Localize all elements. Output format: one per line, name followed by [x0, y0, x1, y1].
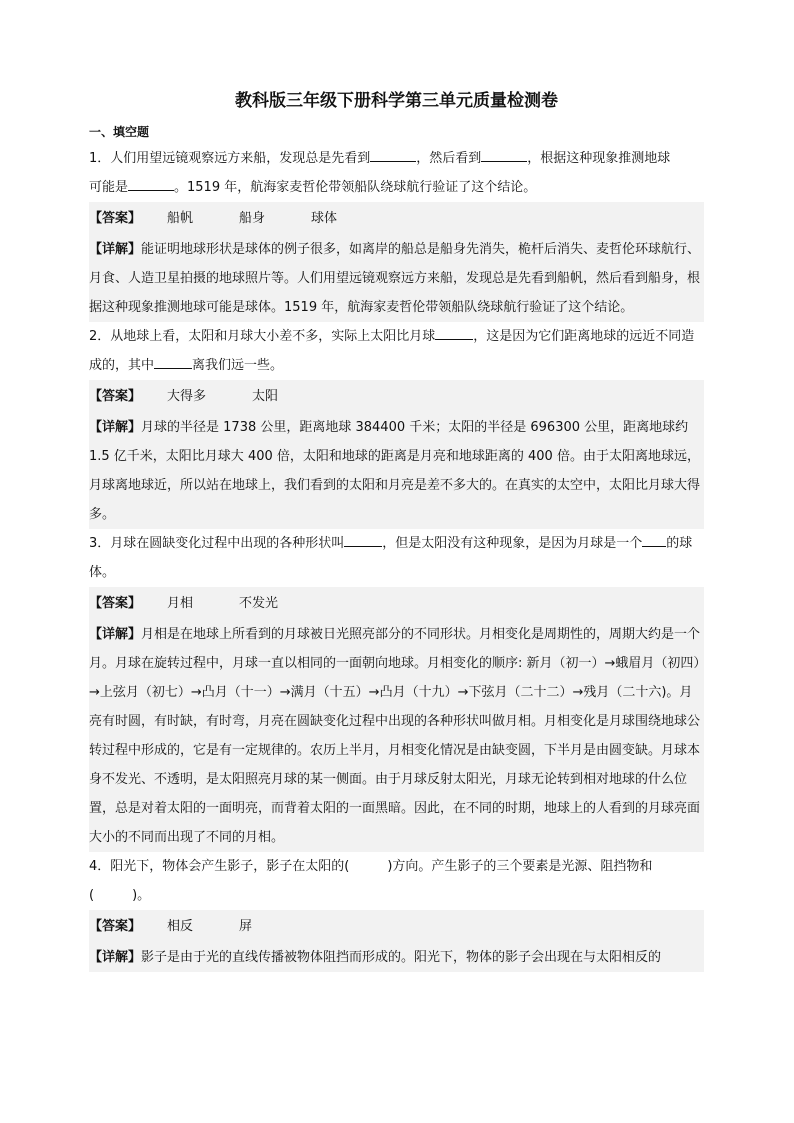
q1-text-1: 1．人们用望远镜观察远方来船，发现总是先看到 — [89, 151, 371, 166]
q2-text-3: 离我们远一些。 — [192, 358, 284, 373]
q4-text-3: ( — [89, 888, 95, 903]
answer-tag: 【答案】 — [89, 919, 142, 934]
q1-text-5: 。1519 年，航海家麦哲伦带领船队绕球航行验证了这个结论。 — [174, 180, 537, 195]
detail-paragraph — [89, 413, 704, 529]
q4-text-2: )方向。产生影子的三个要素是光源、阻挡物和 — [387, 859, 653, 874]
q4-text-1: 4．阳光下，物体会产生影子，影子在太阳的( — [89, 859, 350, 874]
answer-value: 不发光 — [239, 596, 279, 611]
detail-text: 影子是由于光的直线传播被物体阻挡而形成的。阳光下，物体的影子会出现在与太阳相反的 — [141, 950, 662, 965]
q1-answer-block — [89, 202, 704, 322]
q3-answer-block — [89, 587, 704, 852]
answer-blank — [642, 533, 666, 547]
answer-blank — [481, 148, 527, 162]
answer-value: 月相 — [167, 596, 194, 611]
q1-text-4: 可能是 — [89, 180, 129, 195]
answer-value: 太阳 — [252, 389, 279, 404]
q1-text-2: ，然后看到 — [416, 151, 482, 166]
q3-text-3: 的球体。 — [89, 536, 693, 580]
q3-text-1: 3．月球在圆缺变化过程中出现的各种形状叫 — [89, 536, 345, 551]
answer-tag: 【答案】 — [89, 211, 142, 226]
answer-blank — [154, 355, 192, 369]
answer-tag: 【答案】 — [89, 389, 142, 404]
answer-value: 球体 — [311, 211, 338, 226]
q2-text-1: 2．从地球上看，太阳和月球大小差不多，实际上太阳比月球 — [89, 329, 436, 344]
detail-tag: 【详解】 — [89, 242, 142, 257]
q1-text-3: ，根据这种现象推测地球 — [527, 151, 671, 166]
answer-line — [89, 380, 704, 413]
detail-paragraph — [89, 620, 704, 852]
question-1 — [89, 144, 704, 202]
question-3 — [89, 529, 704, 587]
q2-answer-block — [89, 380, 704, 529]
answer-blank — [435, 326, 473, 340]
detail-tag: 【详解】 — [89, 627, 142, 642]
detail-text: 月相是在地球上所看到的月球被日光照亮部分的不同形状。月相变化是周期性的，周期大约是一个月。月球在旋转过程中，月球一直以相同的一面朝向地球。月相变化的顺序: 新月（初一）→蛾眉月（初四）→上弦月（初七）→凸月（十一）→满月（十五）→凸月（十九）→下弦月（二十二）→残月（二十六)。月亮有时圆，有时缺，有时弯，月亮在圆缺变化过程中出现的各种形状叫做月相。月相变化是月球围绕地球公转过程中形成的，它是有一定规律的。农历上半月，月相变化情况是由缺变圆，下半月是由圆变缺。月球本身不发光、不透明，是太阳照亮月球的某一侧面。由于月球反射太阳光，月球无论转到相对地球的什么位置，总是对着太阳的一面明亮，而背着太阳的一面黑暗。因此，在不同的时期，地球上的人看到的月球亮面大小的不同而出现了不同的月相。 — [89, 627, 701, 845]
answer-value: 大得多 — [167, 389, 207, 404]
detail-tag: 【详解】 — [89, 420, 142, 435]
document-title: 教科版三年级下册科学第三单元质量检测卷 — [235, 91, 558, 111]
answer-blank — [344, 533, 382, 547]
answer-line — [89, 202, 704, 235]
question-2 — [89, 322, 704, 380]
answer-tag: 【答案】 — [89, 596, 142, 611]
detail-paragraph — [89, 943, 704, 972]
detail-tag: 【详解】 — [89, 950, 142, 965]
question-4 — [89, 852, 704, 910]
answer-value: 相反 — [167, 919, 194, 934]
detail-text: 能证明地球形状是球体的例子很多，如离岸的船总是船身先消失，桅杆后消失、麦哲伦环球航行、月食、人造卫星拍摄的地球照片等。人们用望远镜观察远方来船，发现总是先看到船帆，然后看到船身，根据这种现象推测地球可能是球体。1519 年，航海家麦哲伦带领船队绕球航行验证了这个结论。 — [89, 242, 701, 315]
detail-paragraph — [89, 235, 704, 322]
answer-line — [89, 910, 704, 943]
q3-text-2: ，但是太阳没有这种现象，是因为月球是一个 — [382, 536, 643, 551]
q4-answer-block — [89, 910, 704, 972]
document-page — [89, 78, 704, 972]
answer-value: 船帆 — [167, 211, 194, 226]
answer-line — [89, 587, 704, 620]
q2-text-2: ，这是因为它们距离地球的远近不同造成的，其中 — [89, 329, 695, 373]
answer-blank — [128, 177, 174, 191]
detail-text: 月球的半径是 1738 公里，距离地球 384400 千米；太阳的半径是 696300 公里，距离地球约 1.5 亿千米，太阳比月球大 400 倍，太阳和地球的距离是月亮和地球距离的 400 倍。由于太阳离地球远，月球离地球近，所以站在地球上，我们看到的太阳和月亮是差不多大的。在真实的太空中，太阳比月球大得多。 — [89, 420, 701, 522]
section-heading: 一、填空题 — [89, 125, 150, 139]
q4-text-4: )。 — [132, 888, 151, 903]
answer-value: 屏 — [239, 919, 253, 934]
answer-value: 船身 — [239, 211, 266, 226]
answer-blank — [370, 148, 416, 162]
